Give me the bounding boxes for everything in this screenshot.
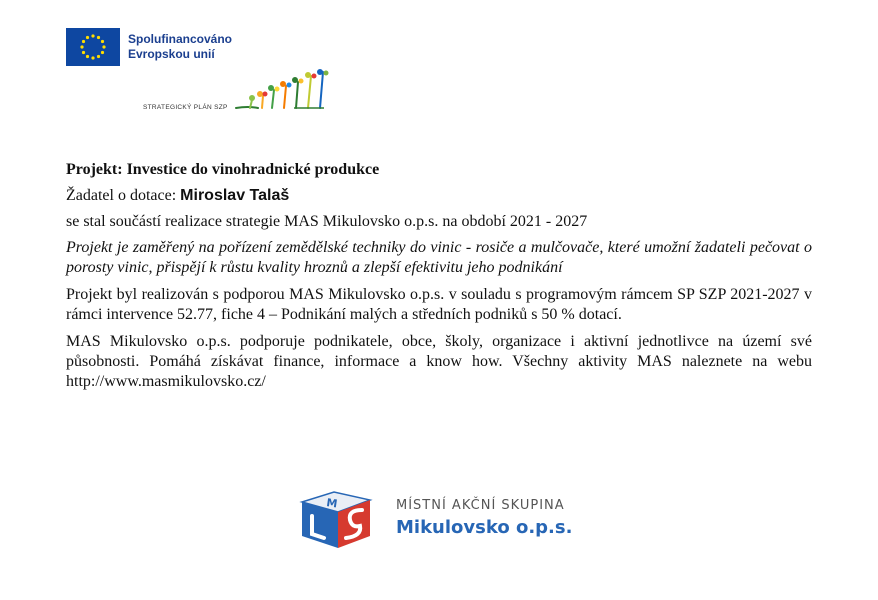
applicant-line <box>66 186 812 206</box>
szp-logo-text: STRATEGICKÝ PLÁN SZP <box>143 104 228 111</box>
szp-logo <box>143 68 330 112</box>
eu-cofinancing-logo <box>66 28 232 66</box>
project-description: Projekt je zaměřený na pořízení zemědělské techniky do vinic - rosiče a mulčovače, které umožní žadateli pečovat o porosty vinic, přispějí k růstu kvality hroznů a zlepší efektivitu jeho podnikání <box>66 239 812 276</box>
support-text: Projekt byl realizován s podporou MAS Mikulovsko o.p.s. v souladu s programovým rámcem SP SZP 2021-2027 v rámci intervence 52.77, fiche 4 – Podnikání malých a středních podniků s 50 % dotací. <box>66 286 812 323</box>
strategy-text: se stal součástí realizace strategie MAS Mikulovsko o.p.s. na období 2021 - 2027 <box>66 213 588 230</box>
mas-info-text: MAS Mikulovsko o.p.s. podporuje podnikatele, obce, školy, organizace i aktivní jednotlivce na území své působnosti. Pomáhá získávat finance, informace a know how. Všechny aktivity MAS naleznete na webu http://www.masmikulovsko.cz/ <box>66 333 812 390</box>
mas-logo-line1: MÍSTNÍ AKČNÍ SKUPINA <box>396 498 565 513</box>
project-content <box>66 160 812 392</box>
eu-flag-icon <box>66 28 120 66</box>
mas-logo-line2: Mikulovsko o.p.s. <box>396 517 573 538</box>
mas-logo-text <box>396 497 572 541</box>
project-title: Projekt: Investice do vinohradnické produkce <box>66 161 380 178</box>
eu-logo-line1: Spolufinancováno <box>128 32 233 46</box>
applicant-name: Miroslav Talaš <box>180 187 290 204</box>
mas-mikulovsko-logo <box>298 488 572 550</box>
szp-plants-icon <box>234 68 330 112</box>
eu-logo-line2: Evropskou unií <box>128 47 215 61</box>
mas-cube-icon <box>298 488 374 550</box>
applicant-label: Žadatel o dotace: <box>66 187 181 204</box>
svg-text:M: M <box>325 496 339 511</box>
eu-logo-text <box>128 32 232 62</box>
